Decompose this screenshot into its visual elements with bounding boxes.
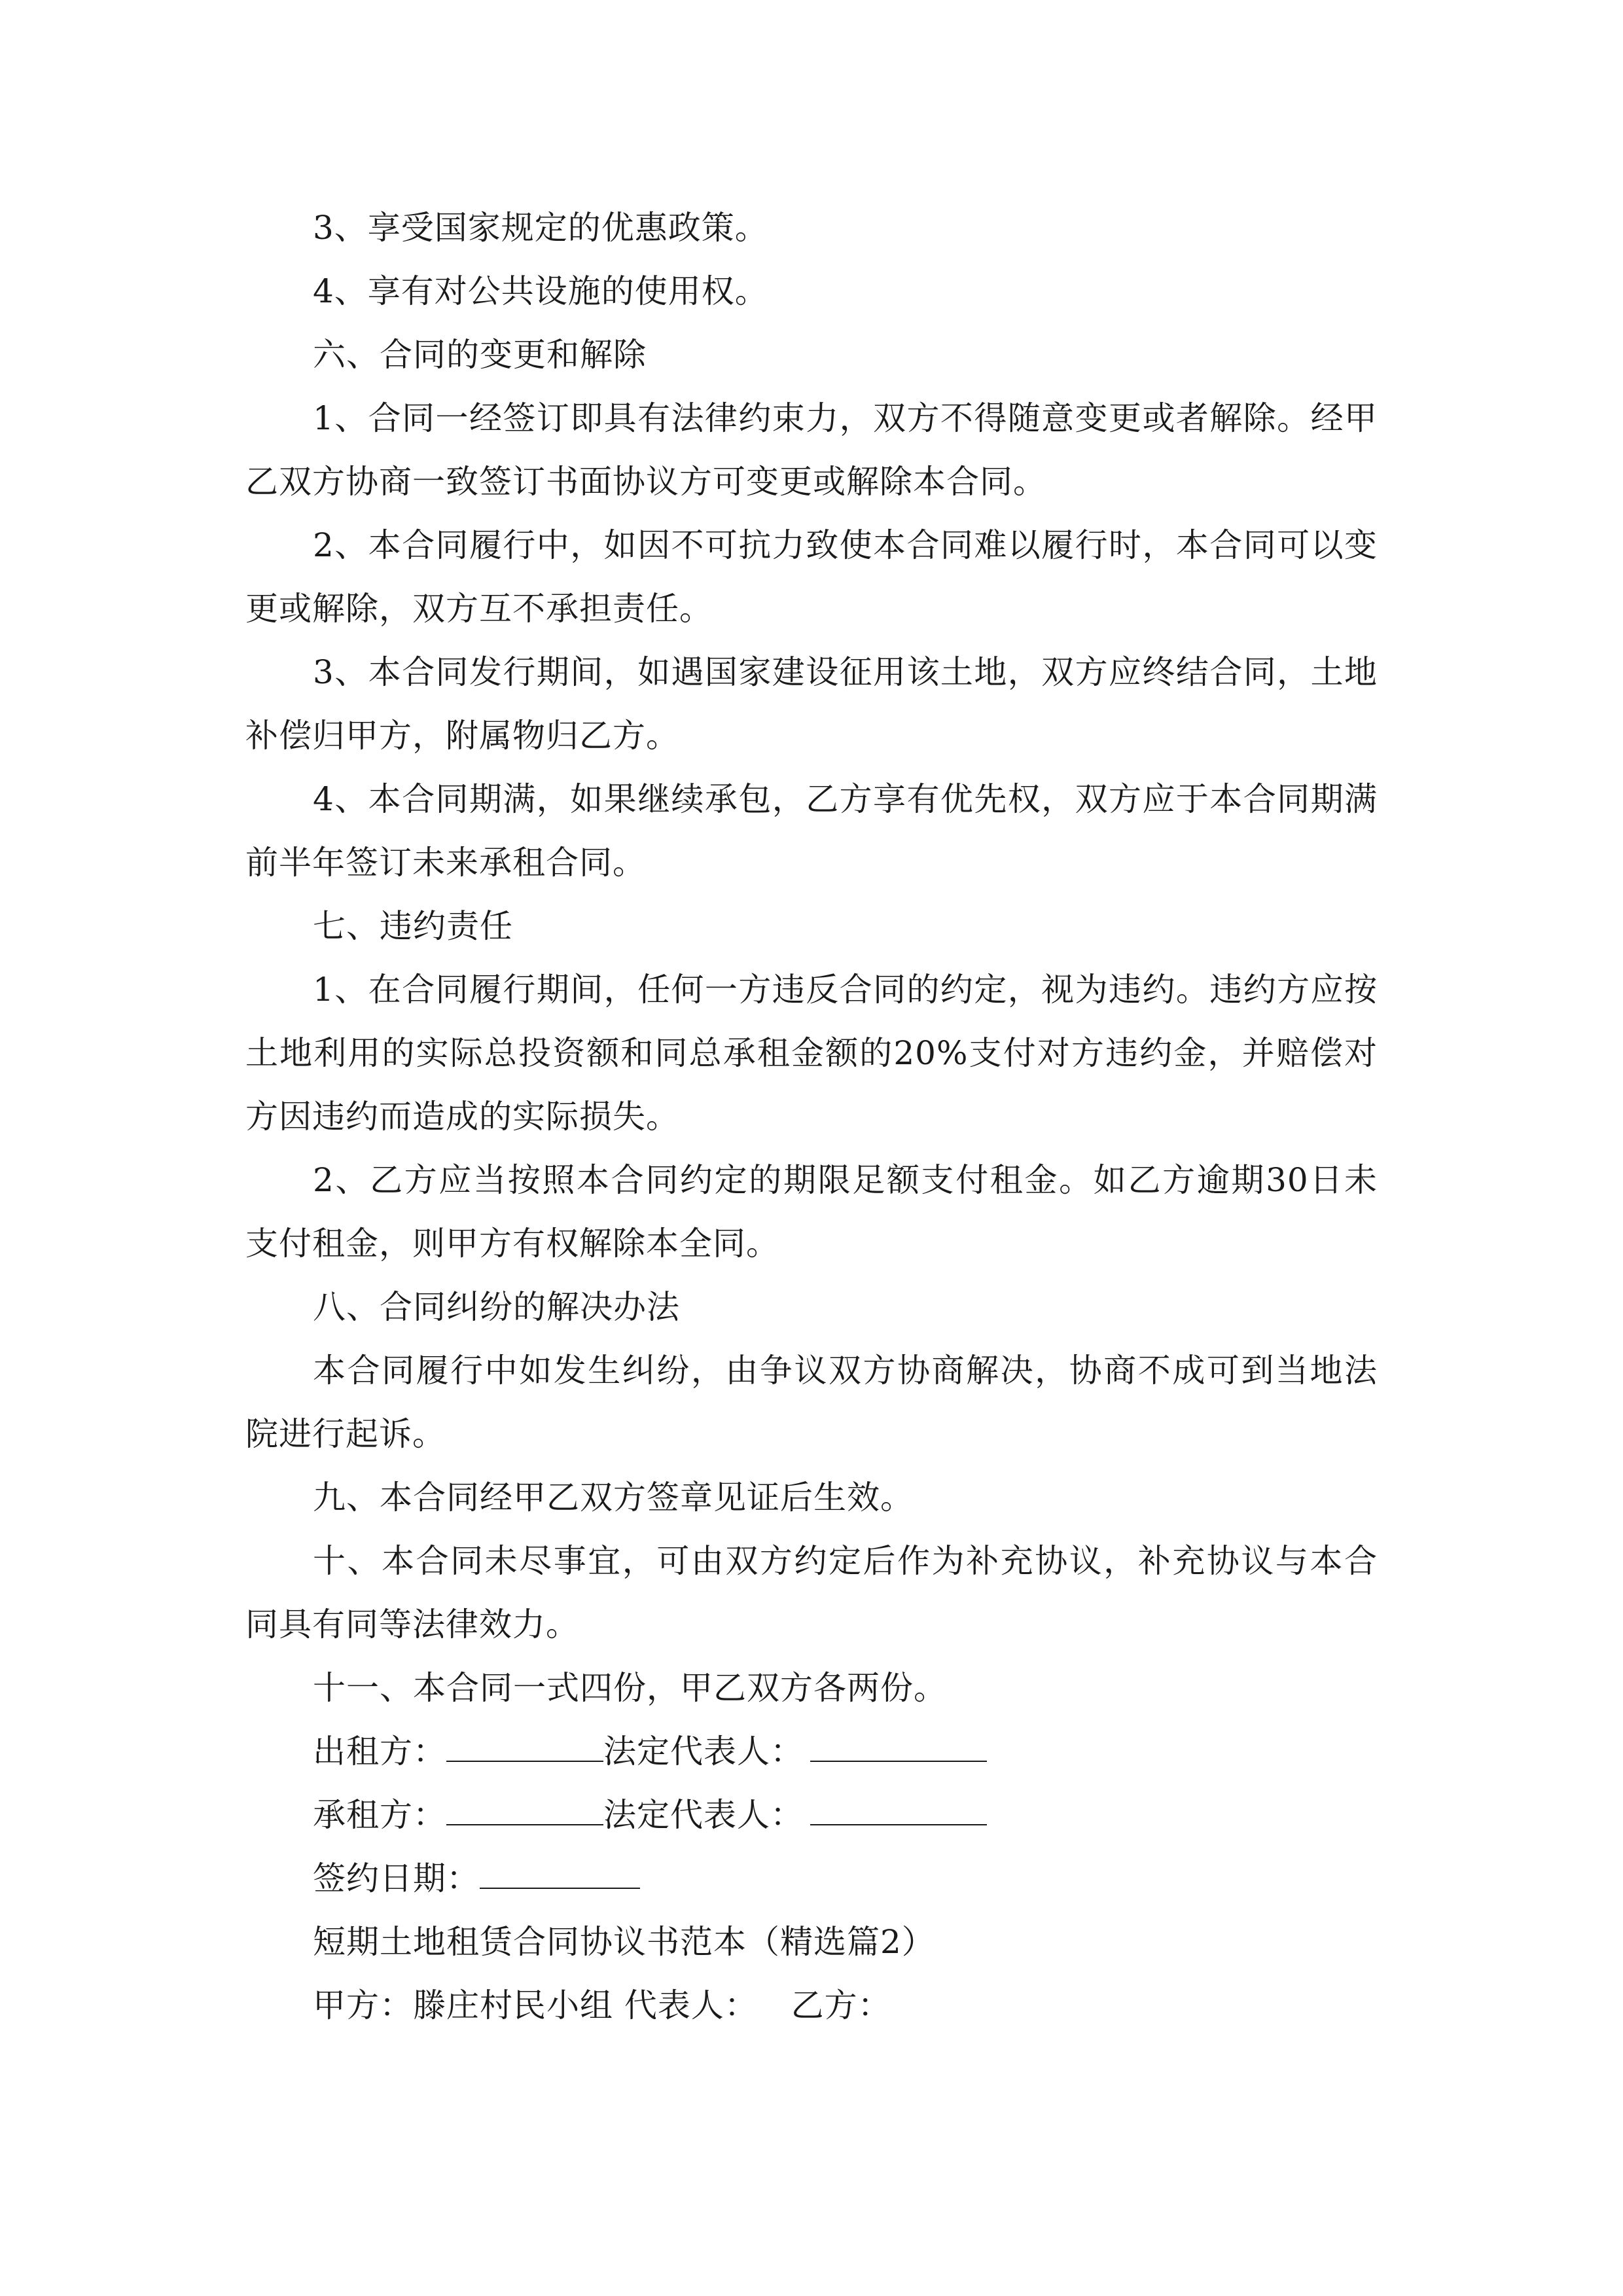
lessee-rep-label: 法定代表人： (603, 1796, 804, 1834)
clause-5-4: 4、享有对公共设施的使用权。 (313, 272, 768, 310)
sign-date-label: 签约日期： (313, 1859, 480, 1897)
lessor-signature-line (245, 1720, 1378, 1784)
clause-9: 九、本合同经甲乙双方签章见证后生效。 (313, 1479, 914, 1516)
clause-11: 十一、本合同一式四份，甲乙双方各两份。 (313, 1669, 947, 1707)
clause-10: 十、本合同未尽事宜，可由双方约定后作为补充协议，补充协议与本合同具有同等法律效力。 (245, 1542, 1378, 1643)
section-8-heading: 八、合同纠纷的解决办法 (313, 1288, 680, 1326)
lessor-label: 出租方： (313, 1732, 446, 1770)
clause-6-4: 4、本合同期满，如果继续承包，乙方享有优先权，双方应于本合同期满前半年签订未来承租合同。 (245, 780, 1378, 882)
document-page (245, 196, 1378, 2037)
lessee-signature-line (245, 1784, 1378, 1847)
lessor-rep-label: 法定代表人： (603, 1732, 804, 1770)
next-contract-parties: 甲方：滕庄村民小组 代表人： 乙方： (313, 1986, 891, 2024)
section-7-heading: 七、违约责任 (313, 907, 513, 945)
sign-date-line (245, 1847, 1378, 1910)
clause-6-1: 1、合同一经签订即具有法律约束力，双方不得随意变更或者解除。经甲乙双方协商一致签订书面协议方可变更或解除本合同。 (245, 399, 1378, 501)
clause-7-1: 1、在合同履行期间，任何一方违反合同的约定，视为违约。违约方应按土地利用的实际总投资额和同总承租金额的20%支付对方违约金，并赔偿对方因违约而造成的实际损失。 (245, 971, 1378, 1136)
lessee-rep-blank[interactable] (810, 1784, 987, 1825)
lessor-name-blank[interactable] (446, 1720, 603, 1762)
clause-6-3: 3、本合同发行期间，如遇国家建设征用该土地，双方应终结合同，土地补偿归甲方，附属物归乙方。 (245, 653, 1378, 755)
section-6-heading: 六、合同的变更和解除 (313, 336, 647, 374)
clause-6-2: 2、本合同履行中，如因不可抗力致使本合同难以履行时，本合同可以变更或解除，双方互不承担责任。 (245, 526, 1378, 628)
next-contract-title: 短期土地租赁合同协议书范本（精选篇2） (313, 1923, 935, 1961)
clause-8-body: 本合同履行中如发生纠纷，由争议双方协商解决，协商不成可到当地法院进行起诉。 (245, 1352, 1378, 1453)
clause-5-3: 3、享受国家规定的优惠政策。 (313, 209, 768, 247)
clause-7-2: 2、乙方应当按照本合同约定的期限足额支付租金。如乙方逾期30日未支付租金，则甲方有权解除本全同。 (245, 1161, 1378, 1263)
lessee-label: 承租方： (313, 1796, 446, 1834)
sign-date-blank[interactable] (480, 1847, 640, 1889)
lessee-name-blank[interactable] (446, 1784, 603, 1825)
lessor-rep-blank[interactable] (810, 1720, 987, 1762)
